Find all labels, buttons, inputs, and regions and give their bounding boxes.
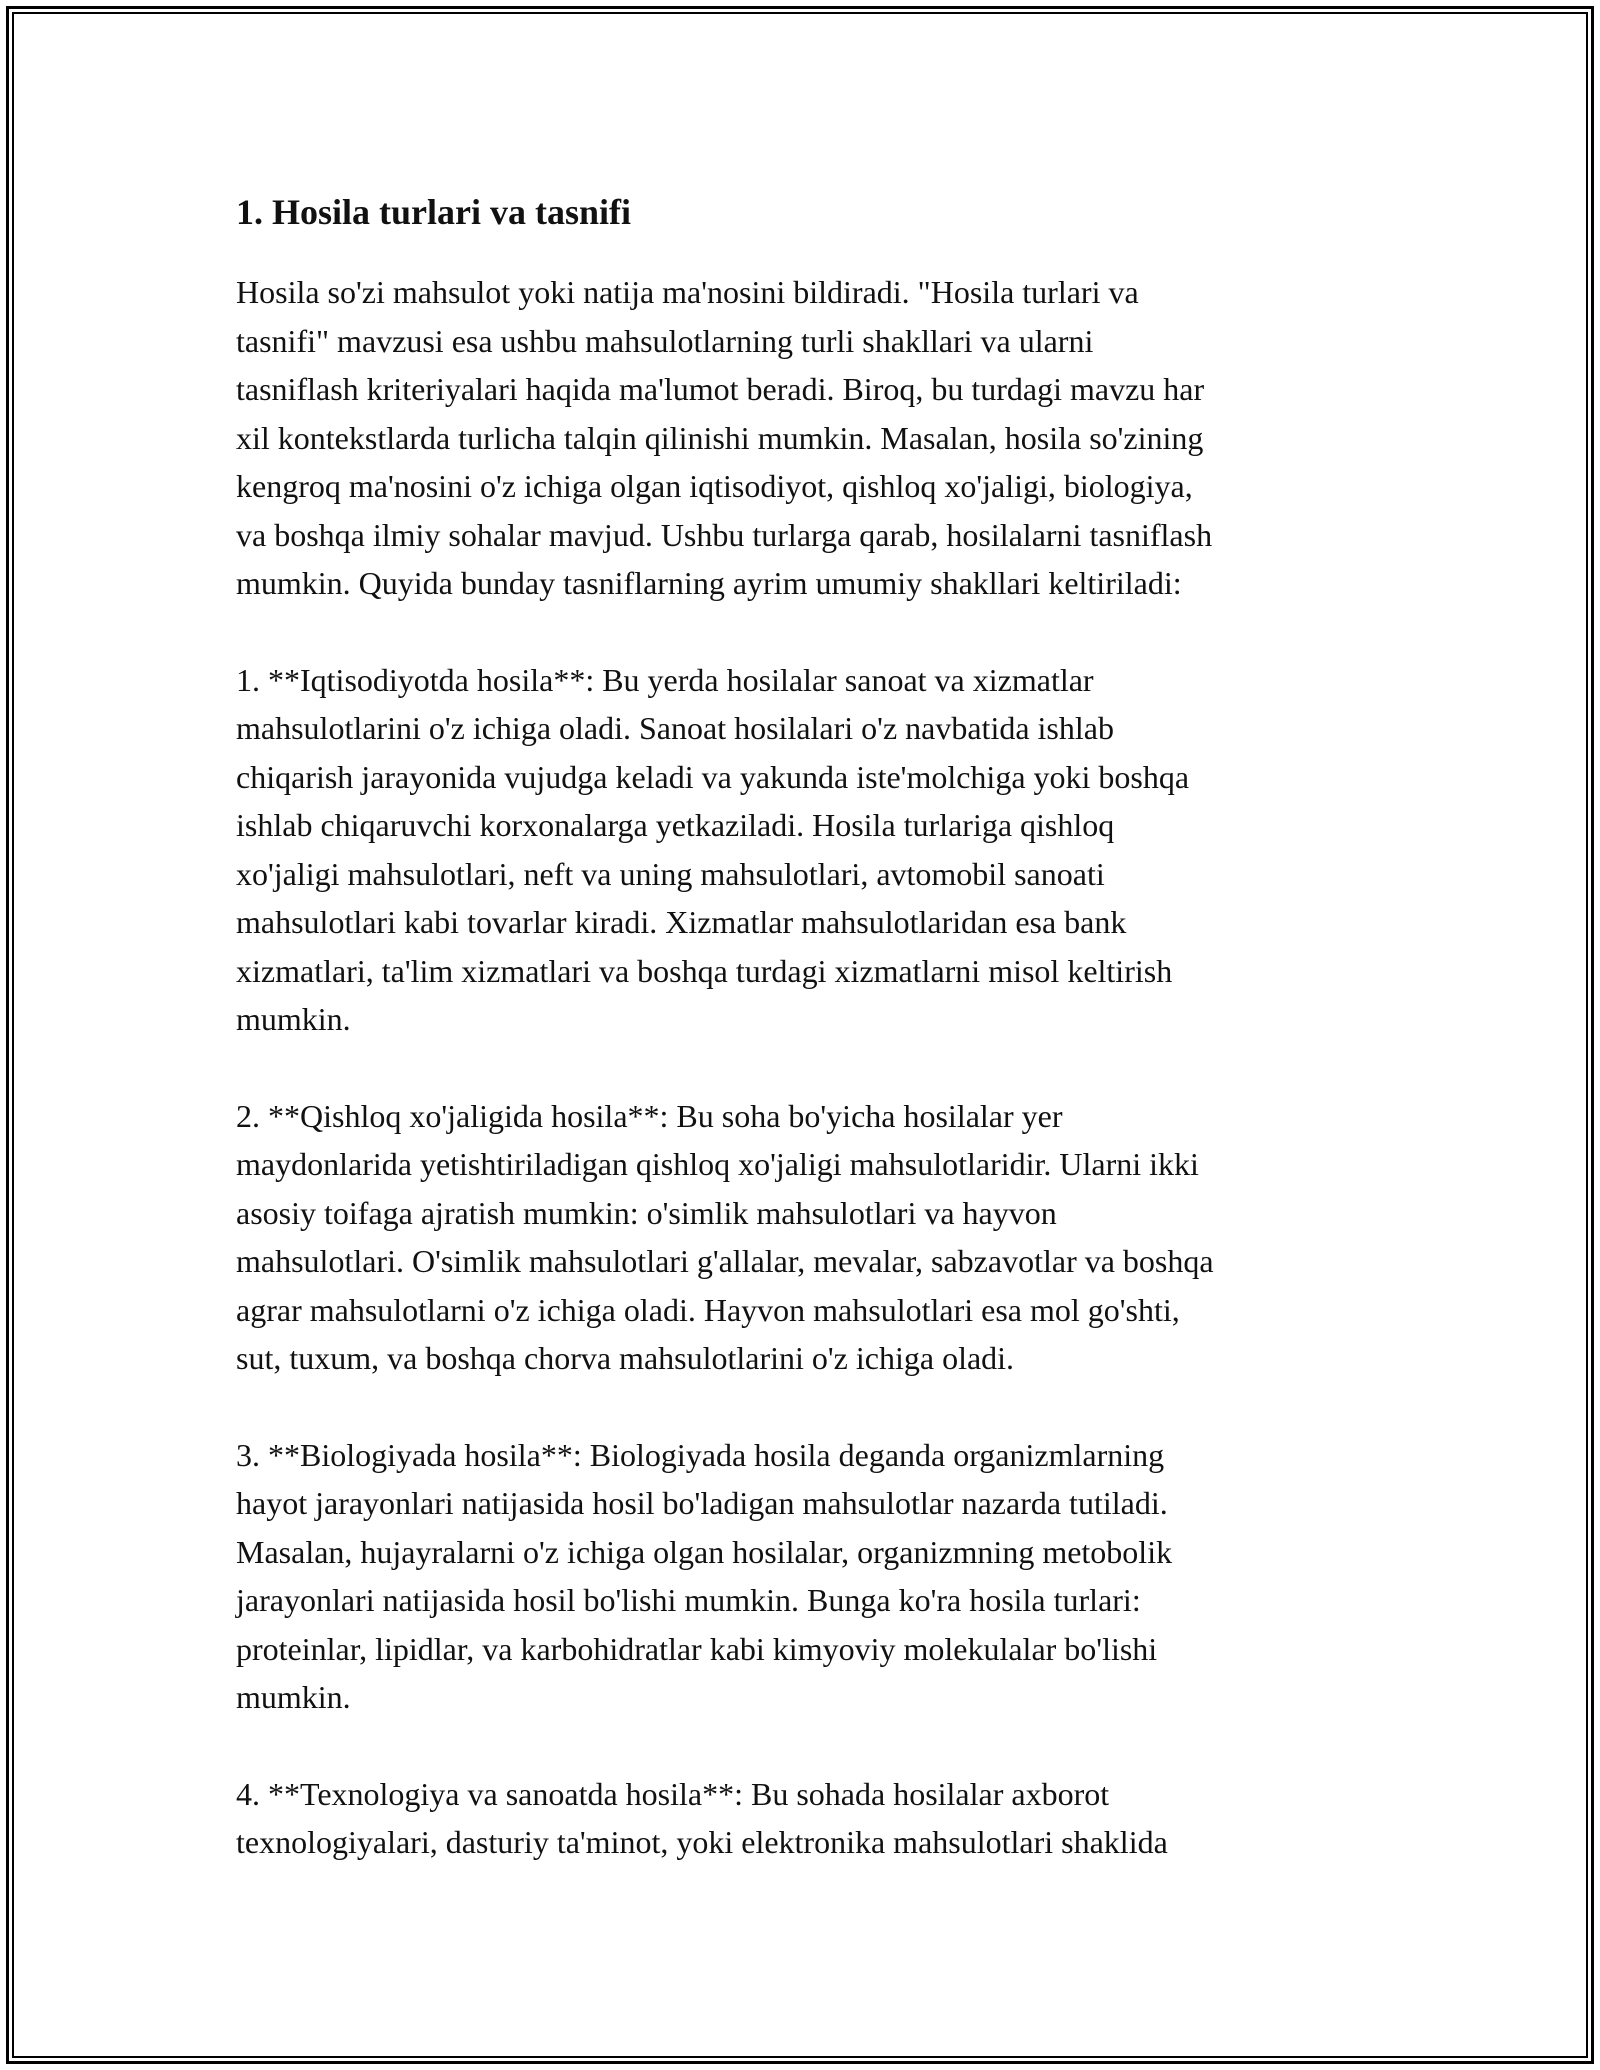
intro-paragraph: Hosila so'zi mahsulot yoki natija ma'nosini bildiradi. "Hosila turlari va tasnifi" mavzusi esa ushbu mahsulotlarning turli shakllari va ularni tasniflash kriteriyalari haqida ma'lumot beradi. Biroq, bu turdagi mavzu har xil kontekstlarda turlicha talqin qilinishi mumkin. Masalan, hosila so'zining kengroq ma'nosini o'z ichiga olgan iqtisodiyot, qishloq xo'jaligi, biologiya, va boshqa ilmiy sohalar mavjud. Ushbu turlarga qarab, hosilalarni tasniflash mumkin. Quyida bunday tasniflarning ayrim umumiy shakllari keltiriladi: [236, 274, 1213, 601]
list-item-economy: 1. **Iqtisodiyotda hosila**: Bu yerda hosilalar sanoat va xizmatlar mahsulotlarini o'z ichiga oladi. Sanoat hosilalari o'z navbatida ishlab chiqarish jarayonida vujudga keladi va yakunda iste'molchiga yoki boshqa ishlab chiqaruvchi korxonalarga yetkaziladi. Hosila turlariga qishloq xo'jaligi mahsulotlari, neft va uning mahsulotlari, avtomobil sanoati mahsulotlari kabi tovarlar kiradi. Xizmatlar mahsulotlaridan esa bank xizmatlari, ta'lim xizmatlari va boshqa turdagi xizmatlarni misol keltirish mumkin. [236, 661, 1190, 1037]
list-item-technology: 4. **Texnologiya va sanoatda hosila**: Bu sohada hosilalar axborot texnologiyalari, dasturiy ta'minot, yoki elektronika mahsulotlari shaklida [236, 1775, 1168, 1860]
document-body [236, 186, 1360, 1915]
list-item-agriculture: 2. **Qishloq xo'jaligida hosila**: Bu soha bo'yicha hosilalar yer maydonlarida yetishtiriladigan qishloq xo'jaligi mahsulotlaridir. Ularni ikki asosiy toifaga ajratish mumkin: o'simlik mahsulotlari va hayvon mahsulotlari. O'simlik mahsulotlari g'allalar, mevalar, sabzavotlar va boshqa agrar mahsulotlarni o'z ichiga oladi. Hayvon mahsulotlari esa mol go'shti, sut, tuxum, va boshqa chorva mahsulotlarini o'z ichiga oladi. [236, 1097, 1214, 1376]
section-heading: 1. Hosila turlari va tasnifi [236, 192, 631, 232]
list-item-biology: 3. **Biologiyada hosila**: Biologiyada hosila deganda organizmlarning hayot jarayonlari natijasida hosil bo'ladigan mahsulotlar nazarda tutiladi. Masalan, hujayralarni o'z ichiga olgan hosilalar, organizmning metobolik jarayonlari natijasida hosil bo'lishi mumkin. Bunga ko'ra hosila turlari: proteinlar, lipidlar, va karbohidratlar kabi kimyoviy molekulalar bo'lishi mumkin. [236, 1436, 1173, 1715]
